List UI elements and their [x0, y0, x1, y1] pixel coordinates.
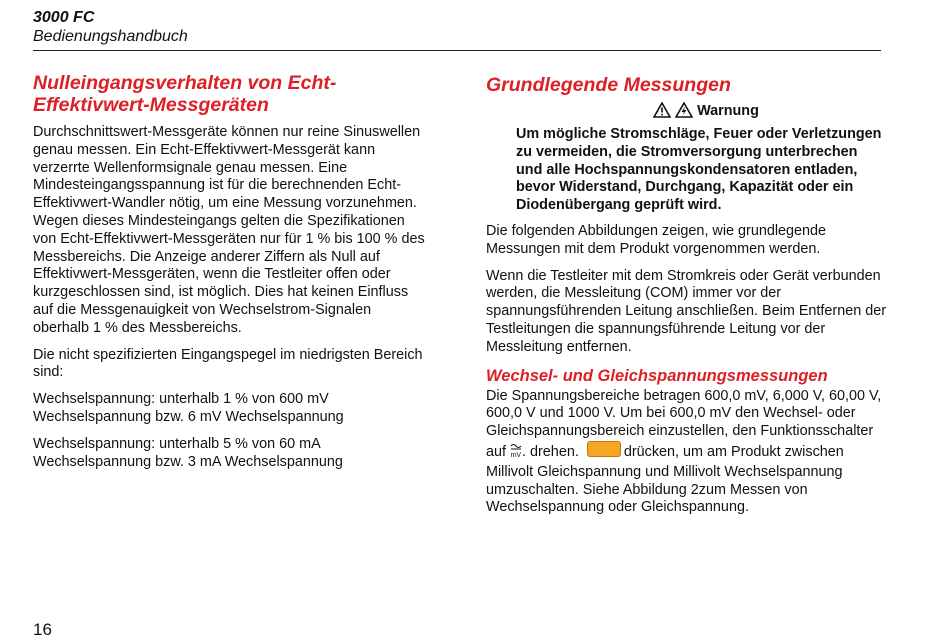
ac-voltage-line1: Wechselspannung: unterhalb 1 % von 600 mV [33, 391, 329, 408]
warning-text: Um mögliche Stromschläge, Feuer oder Verletzungen zu vermeiden, die Stromversorgung unterbrechen und alle Hochspannungskondensatoren entladen, bevor Widerstand, Durchgang, Kapazität oder ein Diodenübergang geprüft wird. [516, 126, 882, 214]
shock-hazard-icon [675, 103, 697, 119]
voltage-text-a: Die Spannungsbereiche betragen 600,0 mV, 6,000 V, 60,00 V, 600,0 V und 1000 V. Um bei 600,0 mV den Wechsel- oder Gleichspannungsbereich einzustellen, den Funktionsschalter auf [486, 387, 882, 460]
left-column [33, 72, 428, 480]
mv-dial-icon [510, 442, 522, 464]
voltage-text-b: . drehen. [522, 443, 579, 460]
subsection-title-voltage: Wechsel- und Gleichspannungsmessungen [486, 366, 828, 385]
section-title-nullinput [33, 72, 428, 116]
voltage-text-c: drücken, um am Produkt zwischen Millivolt Gleichspannung und Millivolt Wechselspannung umzuschalten. Siehe Abbildung 2zum Messen von Wechselspannung oder Gleichspannung. [486, 443, 844, 516]
page-header [33, 8, 188, 46]
section-title-line1: Nulleingangsverhalten von Echt- [33, 72, 337, 94]
manual-title: Bedienungshandbuch [33, 28, 188, 45]
warning-label: Warnung [697, 103, 759, 119]
product-model: 3000 FC [33, 9, 95, 26]
page-number: 16 [33, 620, 52, 639]
paragraph-ac-voltage [33, 391, 428, 427]
ac-voltage-line2: Wechselspannung bzw. 6 mV Wechselspannung [33, 408, 344, 425]
paragraph-test-leads: Wenn die Testleiter mit dem Stromkreis oder Gerät verbunden werden, die Messleitung (COM) immer vor der spannungsführenden Leitung anschließen. Beim Entfernen der Testleitungen die spannungsführende Leitung vor der Messleitung entfernen. [486, 267, 887, 355]
section-title-basic-measurements: Grundlegende Messungen [486, 74, 731, 96]
paragraph-intro: Durchschnittswert-Messgeräte können nur reine Sinuswellen genau messen. Ein Echt-Effektivwert-Messgerät kann verzerrte Wellenformsignale genau messen. Eine Mindesteingangsspannung ist für die berechnenden Echt-Effektivwert-Wandler nötig, um eine Messung vorzunehmen. Wegen dieses Mindesteingangs gelten die Spezifikationen von Echt-Effektivwert-Messgeräten nur für 1 % bis 100 % des Messbereichs. Die Anzeige anderer Ziffern als Null auf Effektivwert-Messgeräten, wenn die Testleiter offen oder kurzgeschlossen sind, ist möglich. Dies hat keinen Einfluss auf die Messgenauigkeit von Wechselstrom-Signalen oberhalb 1 % des Messbereichs. [33, 124, 425, 336]
warning-triangle-icon [653, 103, 675, 119]
ac-current-line2: Wechselspannung bzw. 3 mA Wechselspannung [33, 453, 343, 470]
paragraph-voltage-ranges [486, 388, 886, 518]
paragraph-ac-current [33, 436, 428, 472]
ac-current-line1: Wechselspannung: unterhalb 5 % von 60 mA [33, 435, 321, 452]
warning-heading [526, 102, 886, 120]
yellow-button-icon [587, 441, 621, 457]
paragraph-levels: Die nicht spezifizierten Eingangspegel im niedrigsten Bereich sind: [33, 346, 423, 381]
section-title-line2: Effektivwert-Messgeräten [33, 94, 269, 116]
paragraph-illustrations: Die folgenden Abbildungen zeigen, wie grundlegende Messungen mit dem Produkt vorgenommen werden. [486, 222, 827, 257]
right-column [486, 72, 886, 526]
header-divider [33, 50, 881, 51]
svg-text:mV: mV [510, 451, 522, 458]
